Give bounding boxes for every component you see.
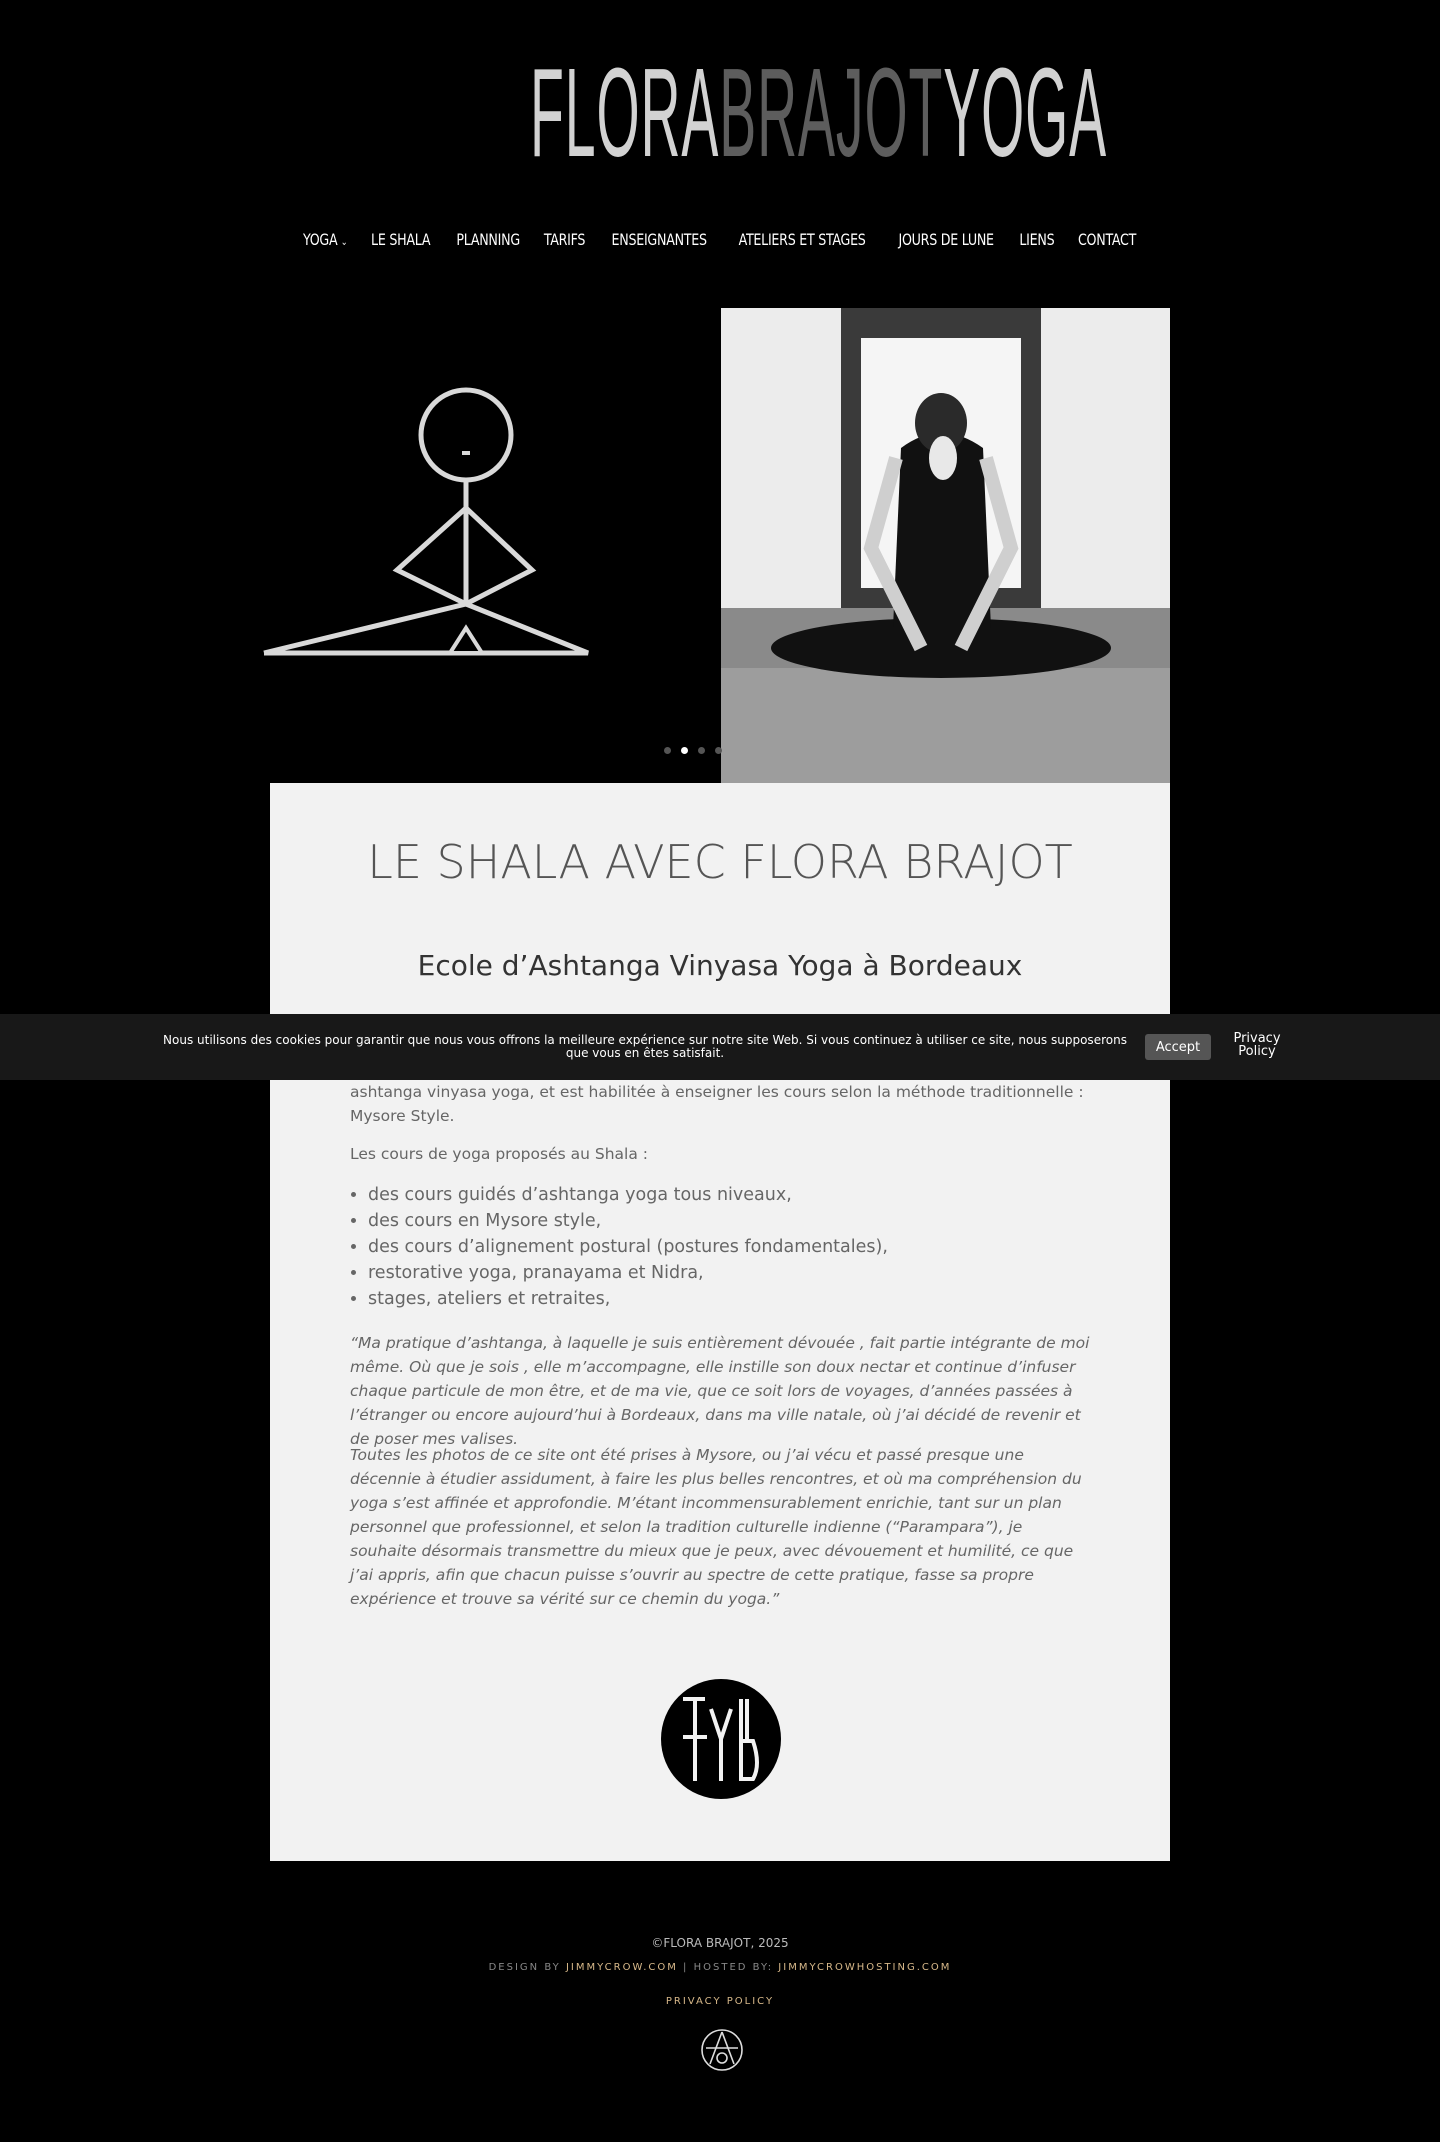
list-item: • des cours en Mysore style,: [368, 1208, 1108, 1234]
logo-part-yoga: YOGA: [943, 42, 1107, 183]
logo-part-flora: FLORA: [530, 42, 720, 183]
host-link[interactable]: JIMMYCROWHOSTING.COM: [778, 1962, 952, 1973]
cookie-message: Nous utilisons des cookies pour garantir que nous vous offrons la meilleure expérience sur notre site Web. Si vous continuez à utiliser ce site, nous supposerons que vous en êtes satisfait.: [163, 1033, 1127, 1060]
nav-item-tarifs[interactable]: TARIFS: [543, 230, 586, 249]
quote-paragraph-1: “Ma pratique d’ashtanga, à laquelle je suis entièrement dévouée , fait partie intégrante de moi même. Où que je sois , elle m’accompagne, elle instille son doux nectar et continue d’infuser chaque particule de mon être, et de ma vie, que ce soit lors de voyages, d’années passées à l’étranger ou encore aujourd’hui à Bordeaux, dans ma ville natale, où j’ai décidé de revenir et de poser mes valises.: [350, 1334, 1090, 1448]
nav-item-contact[interactable]: CONTACT: [1078, 230, 1137, 249]
slider-dot-active[interactable]: [681, 747, 688, 754]
cookie-banner: [0, 1014, 1440, 1080]
slider-pagination: [664, 739, 732, 758]
slider-dot[interactable]: [698, 747, 705, 754]
privacy-policy-link[interactable]: Privacy Policy: [1233, 1031, 1281, 1059]
list-item: • stages, ateliers et retraites,: [368, 1286, 1108, 1312]
courses-list: [350, 1182, 1108, 1312]
accept-cookies-button[interactable]: Accept: [1145, 1034, 1211, 1060]
hero-photo-yoga-pose: [721, 308, 1170, 783]
nav-item-ateliers-et-stages[interactable]: ATELIERS ET STAGES: [739, 230, 867, 249]
fyb-logo-icon: [661, 1679, 781, 1799]
nav-item-enseignantes[interactable]: ENSEIGNANTES: [611, 230, 707, 249]
list-item: • restorative yoga, pranayama et Nidra,: [368, 1260, 1108, 1286]
nav-item-yoga[interactable]: YOGA ⌄: [302, 230, 348, 249]
nav-item-jours-de-lune[interactable]: JOURS DE LUNE: [898, 230, 994, 249]
slider-dot[interactable]: [715, 747, 722, 754]
main-nav: [0, 230, 1440, 249]
slider-dot[interactable]: [664, 747, 671, 754]
footer-copyright: ©FLORA BRAJOT, 2025: [651, 1936, 789, 1950]
quote-paragraph-2: Toutes les photos de ce site ont été prises à Mysore, ou j’ai vécu et passé presque une décennie à étudier assidument, à faire les plus belles rencontres, et où ma compréhension du yoga s’est affinée et approfondie. M’étant incommensurablement enrichie, tant sur un plan personnel que professionnel, et selon la tradition culturelle indienne (“Parampara”), je souhaite désormais transmettre du mieux que je peux, avec dévouement et humilité, ce que j’ai appris, afin que chacun puisse s’ouvrir au spectre de cette pratique, fasse sa propre expérience et trouve sa vérité sur ce chemin du yoga.”: [350, 1446, 1082, 1608]
yoga-photo-image: [721, 308, 1170, 783]
list-item: • des cours d’alignement postural (postures fondamentales),: [368, 1234, 1108, 1260]
design-by-label: DESIGN BY: [488, 1962, 561, 1973]
hosted-by-label: | HOSTED BY:: [683, 1962, 774, 1973]
chevron-down-icon: ⌄: [340, 237, 348, 248]
hero-meditation-figure: [270, 308, 721, 783]
intro-paragraph: ashtanga vinyasa yoga, et est habilitée à enseigner les cours selon la méthode traditionnelle : Mysore Style.: [350, 1083, 1084, 1125]
footer-privacy-link[interactable]: PRIVACY POLICY: [665, 1996, 775, 2007]
list-item: • des cours guidés d’ashtanga yoga tous niveaux,: [368, 1182, 1108, 1208]
logo-part-brajot: BRAJOT: [719, 42, 944, 183]
page-subtitle: Ecole d’Ashtanga Vinyasa Yoga à Bordeaux: [417, 949, 1023, 982]
designer-link[interactable]: JIMMYCROW.COM: [565, 1962, 678, 1973]
footer-symbol-icon[interactable]: [700, 2028, 744, 2072]
site-logo[interactable]: [530, 42, 1107, 183]
nav-item-le-shala[interactable]: LE SHALA: [371, 230, 431, 249]
nav-item-planning[interactable]: PLANNING: [456, 230, 520, 249]
meditation-figure-icon: [270, 308, 721, 783]
page-title: LE SHALA AVEC FLORA BRAJOT: [367, 835, 1073, 889]
footer-credits: [0, 1962, 1440, 1973]
courses-intro: Les cours de yoga proposés au Shala :: [350, 1145, 648, 1163]
nav-item-liens[interactable]: LIENS: [1019, 230, 1055, 249]
